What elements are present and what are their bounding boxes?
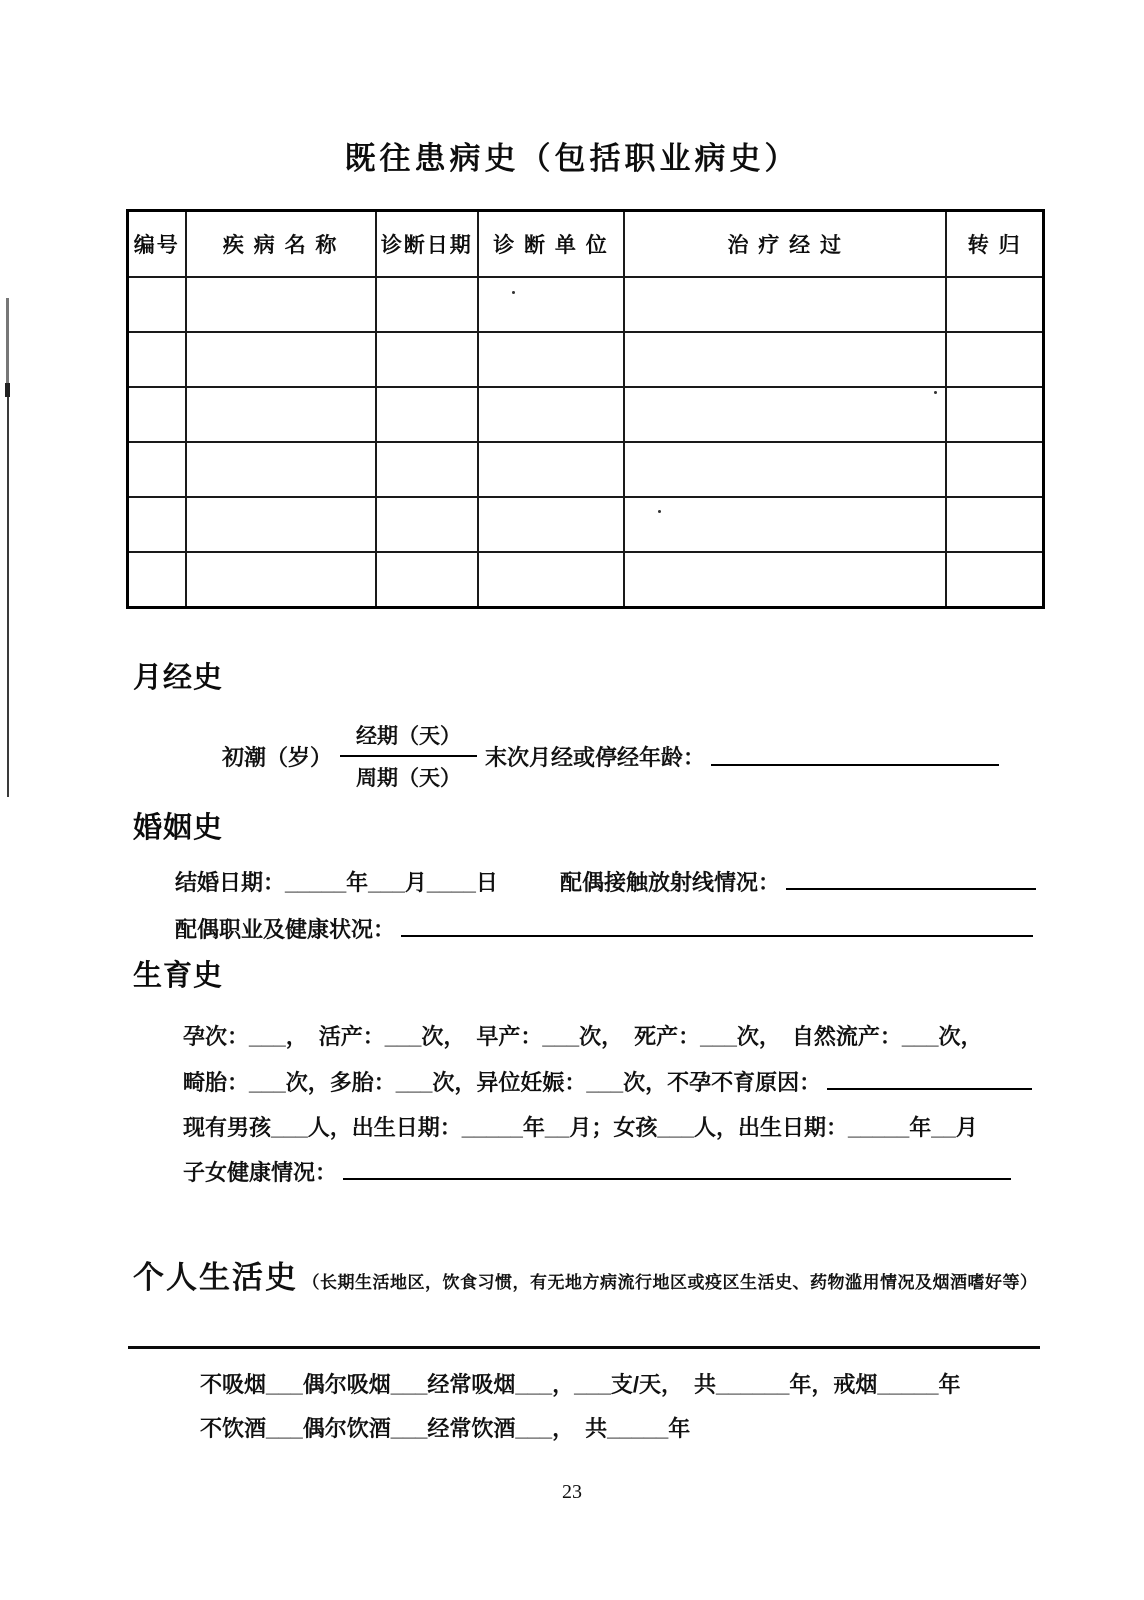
scan-artifact (7, 397, 9, 797)
spouse-radiation-label: 配偶接触放射线情况： (559, 870, 780, 895)
menstrual-fraction (340, 720, 477, 792)
section-heading-fertility-history: 生育史 (133, 960, 224, 992)
fertility-line-2-label: 畸胎：___次，多胎：___次，异位妊娠：___次，不孕不育原因： (183, 1070, 822, 1095)
last-period-blank-line (711, 746, 999, 767)
children-health-line (183, 1156, 1011, 1187)
section-heading-personal-life-history (133, 1252, 1037, 1297)
scan-artifact (5, 383, 10, 397)
smoking-line: 不吸烟___偶尔吸烟___经常吸烟___，___支/天， 共______年，戒烟_____年 (200, 1372, 961, 1397)
table-row (128, 497, 1044, 552)
marriage-date-line (175, 866, 1036, 897)
section-divider-line (128, 1346, 1040, 1349)
fertility-line-1: 孕次：___， 活产：___次， 早产：___次， 死产：___次， 自然流产：___次， (183, 1024, 983, 1049)
col-header-number: 编号 (128, 211, 186, 278)
scan-artifact (6, 298, 9, 388)
col-header-outcome: 转 归 (946, 211, 1043, 278)
table-row (128, 277, 1044, 332)
period-days-label: 经期（天） (340, 720, 477, 757)
spouse-job-blank-line (401, 916, 1033, 937)
menstrual-line (222, 720, 999, 792)
section-heading-marriage-history: 婚姻史 (133, 812, 224, 844)
col-header-disease-name: 疾 病 名 称 (186, 211, 376, 278)
personal-history-title: 个人生活史 (133, 1260, 298, 1295)
table-header-row (128, 211, 1044, 278)
fertility-line-2 (183, 1066, 1032, 1097)
table-row (128, 387, 1044, 442)
page-title: 既往患病史（包括职业病史） (344, 141, 800, 176)
section-heading-menstrual-history: 月经史 (133, 662, 224, 694)
col-header-diagnosis-date: 诊断日期 (376, 211, 478, 278)
page-number: 23 (562, 1481, 582, 1503)
col-header-diagnosis-unit: 诊 断 单 位 (478, 211, 624, 278)
cycle-days-label: 周期（天） (356, 767, 462, 790)
menarche-age-label: 初潮（岁） (222, 744, 333, 770)
personal-history-note: （长期生活地区，饮食习惯，有无地方病流行地区或疫区生活史、药物滥用情况及烟酒嗜好等） (302, 1273, 1038, 1292)
drinking-line: 不饮酒___偶尔饮酒___经常饮酒___， 共_____年 (200, 1416, 691, 1441)
table-row (128, 442, 1044, 497)
spouse-radiation-blank-line (786, 869, 1036, 890)
children-health-blank-line (343, 1159, 1011, 1180)
past-illness-table (126, 209, 1045, 609)
col-header-treatment: 治 疗 经 过 (624, 211, 946, 278)
children-health-label: 子女健康情况： (183, 1160, 338, 1185)
table-row (128, 332, 1044, 387)
spouse-job-label: 配偶职业及健康状况： (175, 917, 396, 942)
marriage-date-label: 结婚日期：_____年___月____日 (175, 870, 498, 895)
spouse-job-line (175, 913, 1033, 944)
table-row (128, 552, 1044, 608)
fertility-line-3: 现有男孩___人，出生日期：_____年__月；女孩___人，出生日期：_____年__月 (183, 1115, 978, 1140)
last-period-label: 末次月经或停经年龄： (485, 744, 706, 770)
infertility-reason-blank-line (827, 1069, 1032, 1090)
